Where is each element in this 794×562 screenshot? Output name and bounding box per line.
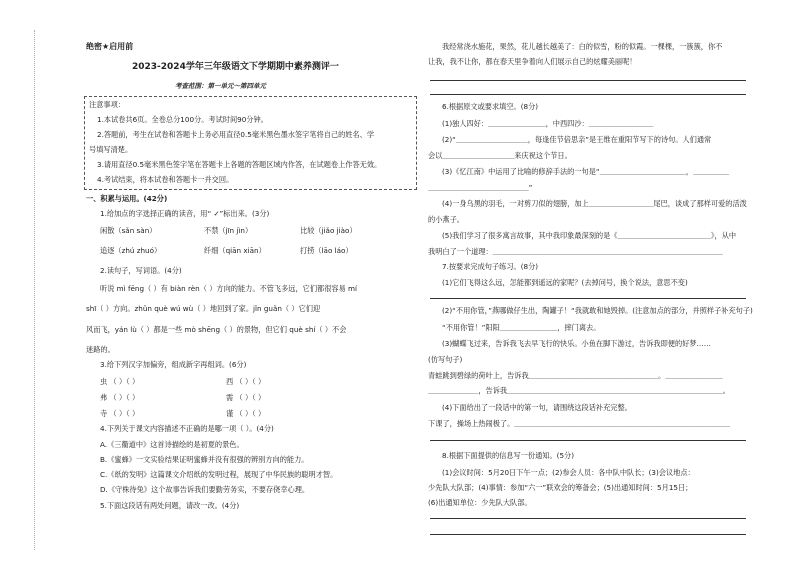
notice-item: 2.答题前，考生在试卷和答题卡上务必用直径0.5毫米黑色墨水签字笔将自己的姓名、学 <box>97 130 375 139</box>
notice-item: 1.本试卷共6页。全卷总分100分。考试时间90分钟。 <box>97 115 268 124</box>
answer-line <box>430 534 746 535</box>
q6-item: (2)“＿＿＿＿＿＿＿＿＿＿，每逢佳节倍思亲”是王维在重阳节写下的诗句。人们通常 <box>442 135 712 144</box>
q7-item: 下课了，操场上热闹极了。＿＿＿＿＿＿＿＿＿＿＿＿＿＿＿＿＿＿＿＿＿＿＿＿＿＿＿＿＿＿ <box>428 419 730 428</box>
q8-item: (1)会议时间：5月20日下午一点；(2)参会人员：各中队中队长；(3)会议地点： <box>442 468 695 477</box>
q6-item: (1)独人四好：＿＿＿＿＿＿＿＿，中西四沙：＿＿＿＿＿＿＿＿＿ <box>442 119 654 128</box>
q1-item: 纤细（qiān xiān） <box>204 246 266 255</box>
answer-line <box>430 518 746 519</box>
q7-item: 青蛙跳到碧绿的荷叶上，告诉我＿＿＿＿＿＿＿＿＿＿＿＿＿＿＿＿＿＿。＿＿＿＿＿＿＿＿ <box>428 371 723 380</box>
question-5: 5.下面这段话有两处问题，请改一改。(4分) <box>100 501 240 510</box>
q6-item: ＿＿＿＿＿＿＿＿＿＿＿＿＿＿” <box>428 183 533 192</box>
q1-item: 打捞（lāo láo） <box>300 246 353 255</box>
q3-item: 寺 （ ）（ ） <box>100 409 140 418</box>
q8-item: (6)出通知单位：少先队大队部。 <box>428 498 532 507</box>
passage-line: 我经常浇水施花，果然，花儿越长越美了：白的似雪，粉的似霞。一棵棵，一簇簇，你不 <box>442 42 723 51</box>
q7-item: (1)它们飞得这么远，怎能都到遥远的家呢？(去掉问号，换个说法，意思不变) <box>442 278 688 287</box>
answer-line <box>430 298 746 299</box>
q6-item: 我明白了一个道理：＿＿＿＿＿＿＿＿＿＿＿＿＿＿＿＿＿＿＿＿＿＿＿＿＿＿＿＿＿＿＿＿ <box>428 247 723 256</box>
q3-item: 需 （ ）（ ） <box>226 393 266 402</box>
exam-title: 2023-2024学年三年级语文下学期期中素养测评一 <box>132 62 339 72</box>
notice-item: 4.考试结束，将本试卷和答题卡一并交回。 <box>97 175 234 184</box>
question-1: 1.给加点的字选择正确的读音，用“ ✓”标出来。(3分) <box>100 209 270 218</box>
q4-option: B.《蜜蜂》一文实验结果证明蜜蜂并没有很强的辨别方向的能力。 <box>100 455 309 464</box>
q4-option: D.《守株待兔》这个故事告诉我们要勤劳务实，不要存侥幸心理。 <box>100 485 310 494</box>
question-8: 8.根据下面提供的信息写一份通知。(5分) <box>442 451 575 460</box>
question-7: 7.按要求完成句子练习。(8分) <box>442 262 539 271</box>
q6-item: (4)一身乌黑的羽毛，一对剪刀似的翅膀，加上＿＿＿＿＿＿＿＿＿尾巴，谈成了那样可爱的活泼 <box>442 199 747 208</box>
q6-item: 的小燕子。 <box>428 215 464 224</box>
confidential-mark: 绝密★启用前 <box>86 42 134 51</box>
question-2: 2.读句子，写词语。(4分) <box>100 266 182 275</box>
q4-option: C.《纸的发明》这篇课文介绍纸的发明过程，展现了中华民族的聪明才智。 <box>100 470 338 479</box>
notice-item: 号填写清楚。 <box>89 145 133 154</box>
binding-gutter-line <box>34 30 35 550</box>
q2-line: 听说 mì fēng（ ）有 biàn rèn（ ）方向的能力。不管飞多远，它们都很容易 mí <box>100 284 358 293</box>
q2-line: shī（ ）方向。zhǔn què wú wù（ ）地回到了家。jǐn guǎn（ ）它们迎 <box>86 304 321 313</box>
q7-item: (3)蝴蝶飞过来，告诉我飞去早飞行的快乐。小鱼在脚下游过，告诉我即便的好梦…… <box>442 339 711 348</box>
answer-line <box>430 440 746 441</box>
q6-item: 会以＿＿＿＿＿＿＿＿＿＿来庆祝这个节日。 <box>428 151 572 160</box>
q3-item: 弗 （ ）（ ） <box>100 393 140 402</box>
q3-item: 虫 （ ）（ ） <box>100 377 140 386</box>
q1-item: 闲散（sǎn sàn） <box>100 226 157 235</box>
q3-item: 谨 （ ）（ ） <box>226 409 266 418</box>
q1-item: 追逐（zhú zhuó） <box>100 246 162 255</box>
q7-item: (4)下面给出了一段话中的第一句，请围绕这段话补充完整。 <box>442 403 632 412</box>
notice-item: 3.请用直径0.5毫米黑色签字笔在答题卡上各题的答题区域内作答，在试题卷上作答无效。 <box>97 160 382 169</box>
q3-item: 西 （ ）（ ） <box>226 377 266 386</box>
q6-item: (5)我们学习了很多寓言故事，其中我印象最深刻的是《＿＿＿＿＿＿＿＿＿＿＿＿＿》，从中 <box>442 231 737 240</box>
q1-item: 不禁（jīn jìn） <box>204 226 253 235</box>
q7-item: ＿＿＿＿＿＿＿，告诉我＿＿＿＿＿＿＿＿＿＿＿＿＿＿＿＿＿＿＿＿＿＿＿＿＿＿＿＿＿＿。 <box>428 386 730 395</box>
question-3: 3.给下列汉字加偏旁，组成新字再组词。(6分) <box>100 360 247 369</box>
question-6: 6.根据原文或要求填空。(8分) <box>442 102 539 111</box>
q2-line: 风而飞，yán lù（ ）都是一些 mò shēng（ ）的景物，但它们 què shí（ ）不会 <box>86 325 347 334</box>
q7-item: “不用你管！”阳阳＿＿＿＿＿＿＿＿，摔门离去。 <box>442 323 601 332</box>
q6-item: (3)《忆江南》中运用了比喻的修辞手法的一句是“＿＿＿＿＿＿＿＿＿＿＿＿，＿＿＿＿＿ <box>442 167 730 176</box>
q1-item: 比较（jiǎo jiào） <box>300 226 357 235</box>
answer-line <box>430 80 746 81</box>
passage-line: 让我，我不让你，都在春天里争着向人们展示自己的炫耀美丽呢！ <box>428 57 637 66</box>
q8-item: 少先队大队部；(4)事情：参加“六一”联欢会的筹备会；(5)出通知时间：5月15日； <box>428 483 693 492</box>
q2-line: 迷路的。 <box>86 345 115 354</box>
section-1-heading: 一、积累与运用。(42分) <box>86 194 168 203</box>
answer-line <box>430 94 746 95</box>
q7-item: (2)“不用你管，”燕哪做仔生出，陶罐子！“我就敢和她毁掉。(注意加点的部分，并照样子补充句子) <box>442 306 753 315</box>
notice-heading: 注意事项： <box>89 100 125 109</box>
q4-option: A.《三衢道中》这首诗描绘的是初夏的景色。 <box>100 440 244 449</box>
exam-scope: 考查范围：第一单元～第四单元 <box>175 82 266 90</box>
question-4: 4.下列关于课文内容描述不正确的是哪一项（ ）。(4分) <box>100 424 274 433</box>
q7-item: (仿写句子) <box>428 355 463 364</box>
